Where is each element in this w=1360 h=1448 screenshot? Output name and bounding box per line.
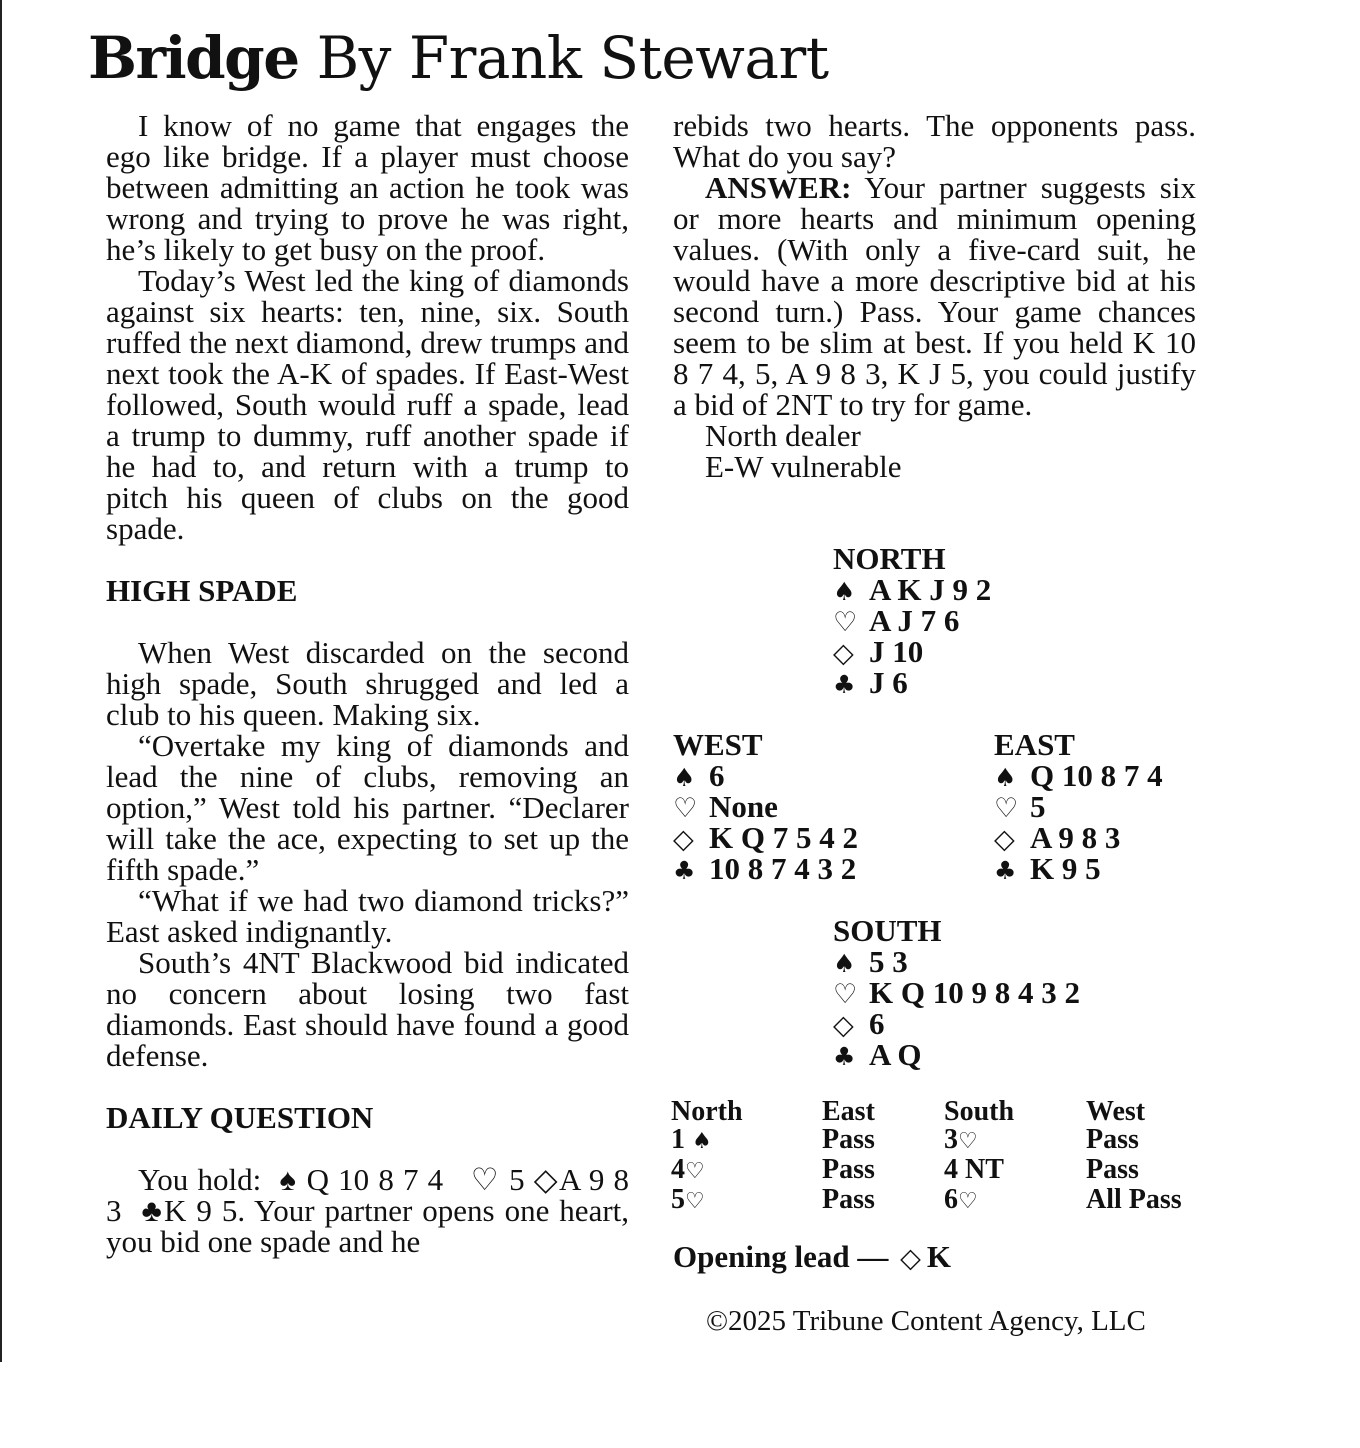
bid-east: Pass <box>822 1124 875 1155</box>
spade-icon: ♠ <box>994 763 1017 792</box>
bid-level: 4 NT <box>944 1154 1004 1185</box>
heart-icon: ♡ <box>833 607 858 638</box>
title-bridge: Bridge <box>88 24 299 92</box>
paragraph-blackwood: South’s 4NT Blackwood bid indicated no concern about losing two fast diamonds. East should have found a good defense. <box>106 945 629 1073</box>
hand-west-label: WEST <box>673 727 763 762</box>
hand-south-label: SOUTH <box>833 913 942 948</box>
column-left <box>106 110 629 1257</box>
bid-level: 6 <box>944 1184 958 1215</box>
hand-south <box>833 915 1080 1070</box>
copyright-notice: ©2025 Tribune Content Agency, LLC <box>706 1305 1146 1337</box>
south-spades: 5 3 <box>869 944 908 979</box>
club-suit-icon: ♣ <box>141 1193 165 1228</box>
page-title <box>88 24 829 92</box>
opening-lead-card: K <box>926 1239 951 1274</box>
bid-level: 1 <box>671 1124 685 1155</box>
bid-level: 3 <box>944 1124 958 1155</box>
paragraph-you-hold <box>106 1164 629 1257</box>
you-hold-label: You hold: <box>138 1162 262 1197</box>
you-hold-clubs: K 9 5. <box>164 1193 246 1228</box>
heart-suit-icon: ♡ <box>470 1162 500 1197</box>
left-column-rule <box>0 0 2 1362</box>
bid-level: 4 <box>671 1154 685 1185</box>
heart-icon: ♡ <box>958 1189 978 1214</box>
north-spades: A K J 9 2 <box>869 572 992 607</box>
hand-north-label: NORTH <box>833 541 946 576</box>
bid-south <box>944 1126 1086 1156</box>
east-hearts: 5 <box>1030 789 1046 824</box>
bid-west: All Pass <box>1086 1184 1182 1215</box>
paragraph-answer <box>673 172 1196 420</box>
spade-icon: ♠ <box>673 763 696 792</box>
west-hearts: None <box>709 789 778 824</box>
paragraph-todays-west: Today’s West led the king of diamonds against six hearts: ten, nine, six. South ruffed the next diamond, drew trumps and next took the A-K of spades. If East-West followed, South would ruff a spade, lead a trump to dummy, ruff another spade if he had to, and return with a trump to pitch his queen of clubs on the good spade. <box>106 263 629 546</box>
heart-icon: ♡ <box>673 793 698 824</box>
north-clubs: J 6 <box>869 665 908 700</box>
diamond-icon: ◇ <box>994 824 1015 855</box>
heart-icon: ♡ <box>685 1189 705 1214</box>
bid-north <box>671 1156 822 1186</box>
hand-east-label: EAST <box>994 727 1075 762</box>
club-icon: ♣ <box>833 670 856 699</box>
heart-icon: ♡ <box>685 1159 705 1184</box>
you-hold-spades: Q 10 8 7 4 <box>306 1162 444 1197</box>
bid-south <box>944 1156 1086 1186</box>
diamond-icon: ◇ <box>833 1010 854 1041</box>
you-hold-diamonds: A 9 8 3 <box>106 1162 630 1228</box>
north-hearts: A J 7 6 <box>869 603 960 638</box>
vulnerability-line: E-W vulnerable <box>705 449 902 484</box>
west-spades: 6 <box>709 758 725 793</box>
you-hold-continuation: Your partner opens one heart, you bid one spade and he <box>106 1193 630 1259</box>
answer-text: Your partner suggests six or more hearts and minimum opening values. (With only a five-card suit, he would have a more descriptive bid at his second turn.) Pass. Your game chances seem to be slim at best. If you held K 10 8 7 4, 5, A 9 8 3, K J 5, you could justify a bid of 2NT to try for game. <box>673 170 1196 422</box>
bidding-header-east: East <box>822 1096 875 1127</box>
heading-high-spade: HIGH SPADE <box>106 573 298 608</box>
north-diamonds: J 10 <box>869 634 924 669</box>
paragraph-ego: I know of no game that engages the ego like bridge. If a player must choose between admitting an action he took was wrong and trying to prove he was right, he’s likely to get busy on the proof. <box>106 108 629 267</box>
spade-icon: ♠ <box>833 577 856 606</box>
east-clubs: K 9 5 <box>1030 851 1101 886</box>
bidding-table <box>671 1098 1182 1216</box>
opening-lead-label: Opening lead — <box>673 1239 889 1274</box>
bidding-row <box>671 1186 1182 1216</box>
diamond-icon: ◇ <box>833 638 854 669</box>
title-byline: By Frank Stewart <box>316 24 829 92</box>
bidding-row <box>671 1126 1182 1156</box>
spade-icon: ♠ <box>692 1129 712 1154</box>
hand-west <box>673 729 858 884</box>
dealer-line: North dealer <box>705 418 861 453</box>
bid-south <box>944 1186 1086 1216</box>
spade-suit-icon: ♠ <box>279 1162 298 1197</box>
bid-west: Pass <box>1086 1124 1139 1155</box>
you-hold-hearts: 5 <box>509 1162 525 1197</box>
east-diamonds: A 9 8 3 <box>1030 820 1121 855</box>
bidding-header-north: North <box>671 1096 743 1127</box>
heart-icon: ♡ <box>958 1129 978 1154</box>
south-clubs: A Q <box>869 1037 922 1072</box>
spade-icon: ♠ <box>833 949 856 978</box>
heart-icon: ♡ <box>833 979 858 1010</box>
south-hearts: K Q 10 9 8 4 3 2 <box>869 975 1080 1010</box>
bid-west: Pass <box>1086 1154 1139 1185</box>
heading-daily-question: DAILY QUESTION <box>106 1100 374 1135</box>
paragraph-west-discarded: When West discarded on the second high spade, South shrugged and led a club to his queen. Making six. <box>106 635 629 732</box>
bidding-header-south: South <box>944 1096 1015 1127</box>
bid-east: Pass <box>822 1154 875 1185</box>
club-icon: ♣ <box>994 856 1017 885</box>
club-icon: ♣ <box>673 856 696 885</box>
bidding-header-row <box>671 1098 1182 1126</box>
bid-level: 5 <box>671 1184 685 1215</box>
bid-east: Pass <box>822 1184 875 1215</box>
bid-north <box>671 1186 822 1216</box>
column-right <box>673 110 1196 482</box>
bid-north <box>671 1126 822 1156</box>
heart-icon: ♡ <box>994 793 1019 824</box>
hand-east <box>994 729 1163 884</box>
diamond-icon: ◇ <box>673 824 694 855</box>
paragraph-rebids: rebids two hearts. The opponents pass. What do you say? <box>673 108 1196 174</box>
west-clubs: 10 8 7 4 3 2 <box>709 851 857 886</box>
bidding-header-west: West <box>1086 1096 1146 1127</box>
bidding-row <box>671 1156 1182 1186</box>
paragraph-overtake: “Overtake my king of diamonds and lead the nine of clubs, removing an option,” West told his partner. “Declarer will take the ace, expecting to set up the fifth spade.” <box>106 728 629 887</box>
east-spades: Q 10 8 7 4 <box>1030 758 1163 793</box>
opening-lead <box>673 1240 951 1276</box>
club-icon: ♣ <box>833 1042 856 1071</box>
hand-north <box>833 543 991 698</box>
west-diamonds: K Q 7 5 4 2 <box>709 820 858 855</box>
diamond-icon: ◇ <box>900 1243 921 1274</box>
answer-label: ANSWER: <box>705 170 852 205</box>
paragraph-what-if: “What if we had two diamond tricks?” East asked indignantly. <box>106 883 629 949</box>
diamond-suit-icon: ◇ <box>533 1162 560 1197</box>
south-diamonds: 6 <box>869 1006 885 1041</box>
